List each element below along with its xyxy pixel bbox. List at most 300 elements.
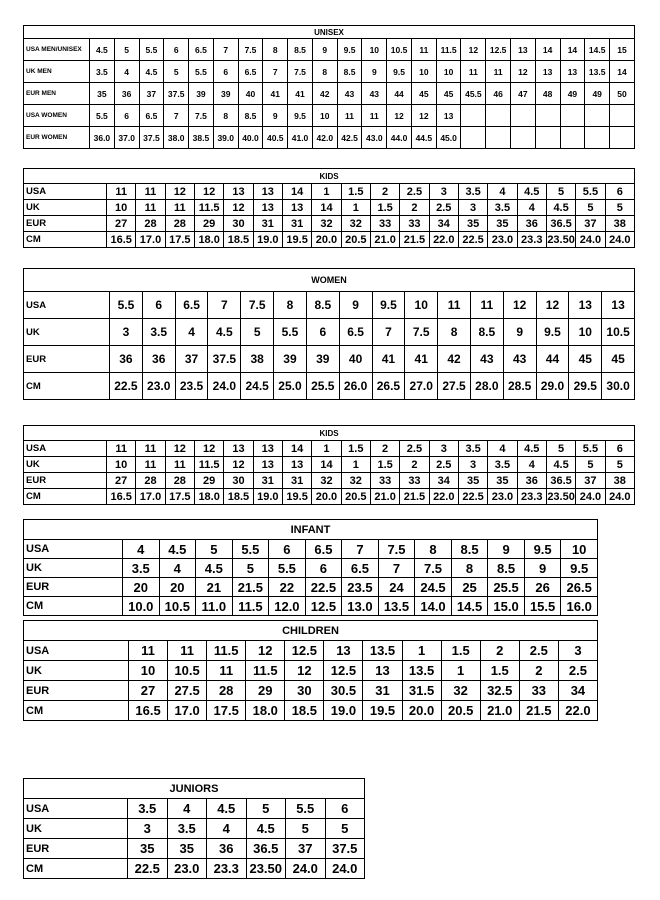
size-cell: 45: [436, 83, 461, 105]
size-cell: 5: [546, 184, 575, 200]
size-cell: 44: [387, 83, 412, 105]
size-cell: 10.5: [387, 39, 412, 61]
table-row: [24, 859, 365, 879]
size-cell: 40: [339, 346, 372, 373]
size-cell: 11.5: [436, 39, 461, 61]
size-cell: 4.5: [139, 61, 164, 83]
row-label: CM: [24, 232, 107, 248]
size-cell: 1: [402, 641, 441, 661]
size-cell: 22.5: [458, 489, 487, 505]
size-cell: 11: [470, 292, 503, 319]
size-cell: 36: [110, 346, 143, 373]
table-title: UNISEX: [24, 26, 635, 39]
unisex-size-table: [23, 25, 635, 149]
size-cell: 6: [142, 292, 175, 319]
size-cell: 11: [461, 61, 486, 83]
size-cell: 1: [312, 441, 341, 457]
row-label: USA: [24, 441, 107, 457]
size-cell: 13.5: [585, 61, 610, 83]
row-label: EUR: [24, 578, 123, 597]
size-cell: 5.5: [189, 61, 214, 83]
size-cell: 27: [129, 681, 168, 701]
size-cell: 13: [436, 105, 461, 127]
size-cell: 18.0: [194, 489, 223, 505]
row-label: UK: [24, 661, 129, 681]
size-cell: 10: [107, 457, 136, 473]
size-cell: 2: [480, 641, 519, 661]
size-cell: 12: [224, 457, 253, 473]
size-cell: 20: [123, 578, 160, 597]
size-cell: 6: [114, 105, 139, 127]
size-cell: 9.5: [536, 319, 569, 346]
size-cell: 1.5: [370, 200, 399, 216]
size-cell: 21.5: [400, 232, 429, 248]
size-cell: 38.0: [164, 127, 189, 149]
size-cell: 12.5: [324, 661, 363, 681]
size-cell: 36.5: [246, 839, 286, 859]
size-cell: 23.50: [547, 490, 575, 503]
size-cell: 24.0: [576, 232, 605, 248]
size-cell: 3: [429, 184, 458, 200]
size-cell: 5: [605, 457, 634, 473]
size-cell: 37: [139, 83, 164, 105]
size-cell: 3.5: [123, 559, 160, 578]
size-cell: 21.0: [480, 701, 519, 721]
size-cell: 23.0: [142, 373, 175, 400]
size-cell: 34: [429, 473, 458, 489]
size-cell: 12: [387, 105, 412, 127]
size-cell: 44: [536, 346, 569, 373]
size-cell: 24.0: [605, 489, 634, 505]
table-row: [24, 839, 365, 859]
size-cell: 36: [142, 346, 175, 373]
size-cell: 27.0: [405, 373, 438, 400]
row-label: UK: [24, 457, 107, 473]
size-cell: 31: [253, 216, 282, 232]
table-row: [24, 319, 635, 346]
size-cell: 26.5: [372, 373, 405, 400]
size-cell: 10.5: [602, 319, 635, 346]
size-cell: 7.5: [238, 39, 263, 61]
row-label: CM: [24, 597, 123, 616]
size-cell: 25: [451, 578, 488, 597]
kids-size-table: [23, 168, 635, 248]
size-cell: 13: [569, 292, 602, 319]
size-cell: 41: [405, 346, 438, 373]
size-cell: 33: [400, 473, 429, 489]
size-cell: 23.50: [547, 233, 575, 246]
size-cell: 6.5: [189, 39, 214, 61]
size-cell: 14.0: [415, 597, 452, 616]
size-cell: 4: [167, 799, 207, 819]
size-cell: 12.5: [486, 39, 511, 61]
size-cell: 35: [167, 839, 207, 859]
size-cell: 8.5: [451, 540, 488, 559]
size-cell: 39.0: [213, 127, 238, 149]
row-label: EUR: [24, 681, 129, 701]
size-cell: 34: [558, 681, 597, 701]
row-label: CM: [24, 701, 129, 721]
size-cell: 38: [241, 346, 274, 373]
size-cell: 5.5: [274, 319, 307, 346]
size-cell: 10: [129, 661, 168, 681]
size-cell: 1: [312, 184, 341, 200]
size-cell: 13: [253, 200, 282, 216]
size-cell: 9: [312, 39, 337, 61]
size-cell: [461, 105, 486, 127]
size-cell: 20: [159, 578, 196, 597]
size-cell: 5: [241, 319, 274, 346]
size-cell: 31: [253, 473, 282, 489]
size-cell: 5: [114, 39, 139, 61]
size-cell: 10: [405, 292, 438, 319]
size-cell: 36: [517, 216, 546, 232]
table-row: [24, 701, 598, 721]
size-cell: 17.0: [136, 232, 165, 248]
table-row: [24, 819, 365, 839]
size-cell: 23.5: [342, 578, 379, 597]
size-cell: 4.5: [208, 319, 241, 346]
women-size-table: [23, 268, 635, 400]
table-row: [24, 799, 365, 819]
size-cell: 23.3: [207, 859, 247, 879]
size-cell: 28: [136, 473, 165, 489]
size-cell: 16.5: [129, 701, 168, 721]
size-cell: 21: [196, 578, 233, 597]
table-row: [24, 489, 635, 505]
size-cell: [610, 127, 635, 149]
size-cell: 7.5: [415, 559, 452, 578]
size-cell: 15: [610, 39, 635, 61]
size-cell: 19.5: [282, 489, 311, 505]
size-cell: 40.5: [263, 127, 288, 149]
table-row: [24, 200, 635, 216]
table-row: [24, 39, 635, 61]
size-cell: 36: [114, 83, 139, 105]
size-cell: 13: [224, 441, 253, 457]
size-cell: [610, 105, 635, 127]
size-cell: 10: [411, 61, 436, 83]
size-cell: 4.5: [546, 457, 575, 473]
size-cell: 24.0: [208, 373, 241, 400]
size-cell: 32.5: [480, 681, 519, 701]
size-cell: 13.5: [363, 641, 402, 661]
size-cell: 30: [224, 216, 253, 232]
size-cell: 13: [602, 292, 635, 319]
size-cell: 25.5: [488, 578, 525, 597]
size-cell: 4.5: [207, 799, 247, 819]
size-cell: 17.5: [207, 701, 246, 721]
size-cell: 11.5: [194, 457, 223, 473]
size-cell: 16.5: [107, 232, 136, 248]
size-cell: 3.5: [142, 319, 175, 346]
size-cell: 8.5: [306, 292, 339, 319]
row-label: CM: [24, 859, 128, 879]
size-cell: 6: [306, 319, 339, 346]
size-cell: 2.5: [400, 184, 429, 200]
size-cell: 19.0: [253, 489, 282, 505]
size-cell: 4: [159, 559, 196, 578]
size-cell: 44.5: [411, 127, 436, 149]
size-cell: 9.5: [337, 39, 362, 61]
row-label: USA: [24, 540, 123, 559]
size-cell: 43: [362, 83, 387, 105]
size-cell: 24.5: [415, 578, 452, 597]
size-cell: 11: [136, 200, 165, 216]
size-cell: 13: [282, 457, 311, 473]
size-cell: 6: [213, 61, 238, 83]
size-cell: 2.5: [429, 457, 458, 473]
size-cell: 12: [511, 61, 536, 83]
size-cell: 6.5: [175, 292, 208, 319]
size-cell: 33: [400, 216, 429, 232]
size-cell: 8: [451, 559, 488, 578]
size-cell: 23.0: [167, 859, 207, 879]
size-cell: 11.5: [232, 597, 269, 616]
size-cell: 28.0: [470, 373, 503, 400]
size-cell: 43.0: [362, 127, 387, 149]
size-cell: 11: [438, 292, 471, 319]
size-cell: 3: [458, 200, 487, 216]
size-cell: 42: [312, 83, 337, 105]
size-cell: 37.5: [164, 83, 189, 105]
size-cell: 3: [429, 441, 458, 457]
size-cell: 11.5: [207, 641, 246, 661]
size-cell: 38: [605, 216, 634, 232]
size-cell: 12: [194, 441, 223, 457]
size-cell: 9.5: [288, 105, 313, 127]
size-cell: 7: [342, 540, 379, 559]
size-cell: 4: [517, 200, 546, 216]
size-cell: 24.0: [325, 859, 365, 879]
table-row: [24, 457, 635, 473]
size-cell: 12: [165, 441, 194, 457]
size-cell: 42: [438, 346, 471, 373]
size-cell: 37: [175, 346, 208, 373]
size-cell: 8.5: [470, 319, 503, 346]
size-cell: 8: [274, 292, 307, 319]
size-cell: 8.5: [337, 61, 362, 83]
size-cell: 5.5: [269, 559, 306, 578]
size-cell: 5: [196, 540, 233, 559]
table-row: [24, 597, 598, 616]
size-cell: 38.5: [189, 127, 214, 149]
size-cell: 14: [282, 441, 311, 457]
table-row: [24, 559, 598, 578]
size-cell: 17.5: [165, 489, 194, 505]
size-cell: 26.0: [339, 373, 372, 400]
size-cell: [511, 105, 536, 127]
size-cell: 4.5: [196, 559, 233, 578]
size-cell: 7: [263, 61, 288, 83]
size-cell: 13: [535, 61, 560, 83]
size-cell: 6.5: [139, 105, 164, 127]
size-cell: 9.5: [524, 540, 561, 559]
size-cell: 14: [610, 61, 635, 83]
size-cell: 41: [288, 83, 313, 105]
size-cell: 12.5: [285, 641, 324, 661]
size-cell: 35: [488, 473, 517, 489]
size-cell: 1: [341, 457, 370, 473]
size-cell: 4.5: [517, 184, 546, 200]
size-cell: 15.0: [488, 597, 525, 616]
size-cell: 9.5: [372, 292, 405, 319]
table-row: [24, 184, 635, 200]
size-cell: 11: [165, 457, 194, 473]
size-cell: 12: [165, 184, 194, 200]
size-cell: 11.5: [194, 200, 223, 216]
size-cell: 41: [372, 346, 405, 373]
size-cell: 9: [488, 540, 525, 559]
size-cell: 43: [503, 346, 536, 373]
table-row: [24, 473, 635, 489]
size-cell: 8: [415, 540, 452, 559]
row-label: EUR: [24, 216, 107, 232]
size-cell: 33: [519, 681, 558, 701]
row-label: UK: [24, 819, 128, 839]
size-cell: 11: [107, 184, 136, 200]
size-cell: 8: [213, 105, 238, 127]
size-cell: 11.0: [196, 597, 233, 616]
size-cell: 12: [503, 292, 536, 319]
size-cell: 45: [602, 346, 635, 373]
size-cell: 22.0: [429, 232, 458, 248]
size-cell: 5: [286, 819, 326, 839]
size-cell: 13: [511, 39, 536, 61]
size-cell: 4: [175, 319, 208, 346]
size-cell: 9: [503, 319, 536, 346]
size-cell: 46: [486, 83, 511, 105]
size-cell: 20.5: [441, 701, 480, 721]
size-cell: 19.5: [363, 701, 402, 721]
size-cell: [560, 127, 585, 149]
size-cell: 40.0: [238, 127, 263, 149]
size-cell: 13: [253, 184, 282, 200]
size-cell: 4: [123, 540, 160, 559]
size-cell: 37: [286, 839, 326, 859]
size-cell: 23.50: [246, 859, 286, 879]
size-cell: 40: [238, 83, 263, 105]
size-cell: 37.5: [139, 127, 164, 149]
size-cell: 12: [224, 200, 253, 216]
size-cell: 27: [107, 473, 136, 489]
size-cell: 38: [605, 473, 634, 489]
size-cell: 11: [136, 441, 165, 457]
size-cell: 10: [436, 61, 461, 83]
size-cell: 16.5: [107, 489, 136, 505]
size-cell: 4: [488, 184, 517, 200]
size-cell: 34: [429, 216, 458, 232]
size-cell: 45: [411, 83, 436, 105]
size-cell: 48: [535, 83, 560, 105]
table-title: INFANT: [24, 520, 598, 540]
row-label: EUR: [24, 346, 110, 373]
size-cell: 37: [576, 216, 605, 232]
size-cell: 5: [576, 200, 605, 216]
size-cell: 6.5: [339, 319, 372, 346]
table-row: [24, 681, 598, 701]
size-cell: 44.0: [387, 127, 412, 149]
row-label: USA: [24, 292, 110, 319]
size-cell: 45: [569, 346, 602, 373]
size-cell: 5: [164, 61, 189, 83]
row-label: USA: [24, 184, 107, 200]
size-cell: 16.0: [561, 597, 598, 616]
size-cell: 19.0: [324, 701, 363, 721]
size-cell: 35: [90, 83, 115, 105]
size-cell: 21.5: [400, 489, 429, 505]
size-cell: 28: [207, 681, 246, 701]
size-cell: 13.5: [378, 597, 415, 616]
size-cell: [486, 127, 511, 149]
size-cell: 35: [458, 473, 487, 489]
size-cell: 11: [486, 61, 511, 83]
row-label: USA: [24, 799, 128, 819]
size-cell: 31: [282, 473, 311, 489]
size-cell: 26: [524, 578, 561, 597]
size-cell: 37.5: [208, 346, 241, 373]
table-row: [24, 346, 635, 373]
row-label: USA: [24, 641, 129, 661]
row-label: UK MEN: [24, 61, 90, 83]
size-cell: 11: [165, 200, 194, 216]
size-cell: 3: [458, 457, 487, 473]
size-cell: 36: [207, 839, 247, 859]
size-cell: 31: [363, 681, 402, 701]
size-cell: 22: [269, 578, 306, 597]
size-cell: 8: [263, 39, 288, 61]
size-cell: 11: [136, 457, 165, 473]
size-cell: 18.0: [194, 232, 223, 248]
size-cell: 21.5: [519, 701, 558, 721]
size-cell: 12: [194, 184, 223, 200]
size-cell: 10: [561, 540, 598, 559]
size-cell: 36: [517, 473, 546, 489]
size-cell: 14: [312, 457, 341, 473]
size-cell: 42.5: [337, 127, 362, 149]
size-cell: 27.5: [168, 681, 207, 701]
table-title: JUNIORS: [24, 779, 365, 799]
size-cell: 3.5: [167, 819, 207, 839]
size-cell: 8.5: [238, 105, 263, 127]
size-cell: 13: [560, 61, 585, 83]
size-cell: 10: [107, 200, 136, 216]
size-cell: 8: [438, 319, 471, 346]
size-cell: 27: [107, 216, 136, 232]
size-cell: 33: [370, 216, 399, 232]
size-cell: 22.5: [458, 232, 487, 248]
size-cell: 6: [305, 559, 342, 578]
table-title: KIDS: [24, 426, 635, 441]
size-cell: 11: [411, 39, 436, 61]
size-cell: [511, 127, 536, 149]
size-cell: [461, 127, 486, 149]
size-cell: [535, 127, 560, 149]
size-cell: 9.5: [387, 61, 412, 83]
size-cell: 39: [306, 346, 339, 373]
size-cell: 49: [560, 83, 585, 105]
size-cell: 11: [168, 641, 207, 661]
size-cell: 41: [263, 83, 288, 105]
size-cell: 23.0: [488, 489, 517, 505]
size-cell: 32: [441, 681, 480, 701]
size-cell: 4.5: [546, 200, 575, 216]
size-cell: 10: [312, 105, 337, 127]
size-cell: 17.5: [165, 232, 194, 248]
size-cell: 14.5: [585, 39, 610, 61]
table-row: [24, 540, 598, 559]
size-cell: 29: [194, 216, 223, 232]
